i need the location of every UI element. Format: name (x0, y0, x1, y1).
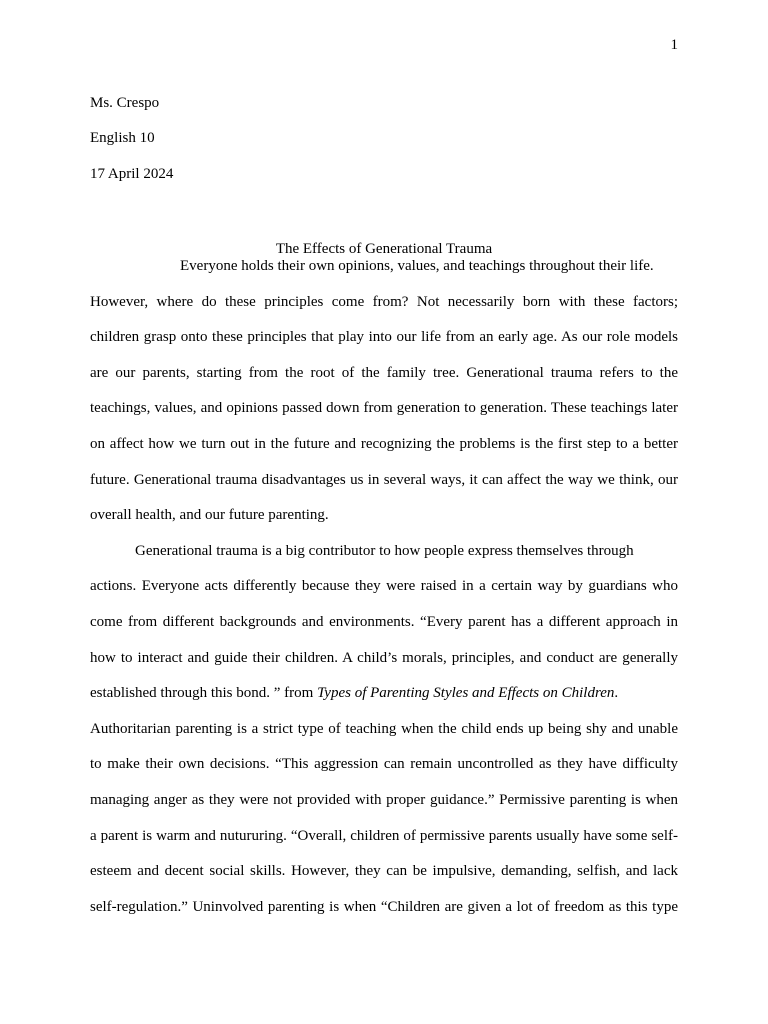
course-name: English 10 (90, 130, 155, 146)
paragraph-line: a parent is warm and nutururing. “Overall, children of permissive parents usually have some self- (90, 827, 678, 844)
paragraph-line: children grasp onto these principles that play into our life from an early age. As our role models (90, 329, 678, 346)
paragraph-line: teachings, values, and opinions passed down from generation to generation. These teachings later (90, 400, 678, 417)
citation-trail-text: . (614, 685, 619, 702)
essay-body (90, 257, 678, 933)
essay-title: The Effects of Generational Trauma (275, 241, 493, 257)
paragraph-2 (90, 542, 678, 934)
paragraph-line: on affect how we turn out in the future and recognizing the problems is the first step to a better (90, 435, 678, 452)
page-number: 1 (670, 37, 678, 53)
paragraph-line: overall health, and our future parenting. (90, 507, 329, 524)
paragraph-line: future. Generational trauma disadvantages us in several ways, it can affect the way we think, our (90, 471, 678, 488)
paragraph-line: actions. Everyone acts differently because they were raised in a certain way by guardians who (90, 578, 678, 595)
paragraph-line: managing anger as they were not provided with proper guidance.” Permissive parenting is when (90, 791, 678, 808)
paragraph-line: are our parents, starting from the root of the family tree. Generational trauma refers to the (90, 364, 678, 381)
paragraph-line: self-regulation.” Uninvolved parenting is when “Children are given a lot of freedom as this type (90, 898, 678, 915)
paragraph-1 (90, 257, 678, 542)
paragraph-line: Authoritarian parenting is a strict type of teaching when the child ends up being shy and unable (90, 720, 678, 737)
teacher-name: Ms. Crespo (90, 95, 160, 111)
essay-date: 17 April 2024 (90, 166, 174, 182)
paragraph-line: Everyone holds their own opinions, values, and teachings throughout their life. (180, 258, 654, 274)
paragraph-line: However, where do these principles come from? Not necessarily born with these factors; (90, 293, 678, 310)
source-title: Types of Parenting Styles and Effects on Children (317, 685, 615, 702)
citation-lead-text: established through this bond. ” from (90, 685, 318, 702)
paragraph-line: come from different backgrounds and environments. “Every parent has a different approach in (90, 613, 678, 630)
citation-line (90, 684, 678, 720)
paragraph-line: esteem and decent social skills. However, they can be impulsive, demanding, selfish, and lack (90, 863, 678, 880)
paragraph-line: to make their own decisions. “This aggression can remain uncontrolled as they have difficulty (90, 756, 678, 773)
paragraph-line: Generational trauma is a big contributor to how people express themselves through (135, 542, 634, 559)
paragraph-line: how to interact and guide their children. A child’s morals, principles, and conduct are generally (90, 649, 678, 666)
